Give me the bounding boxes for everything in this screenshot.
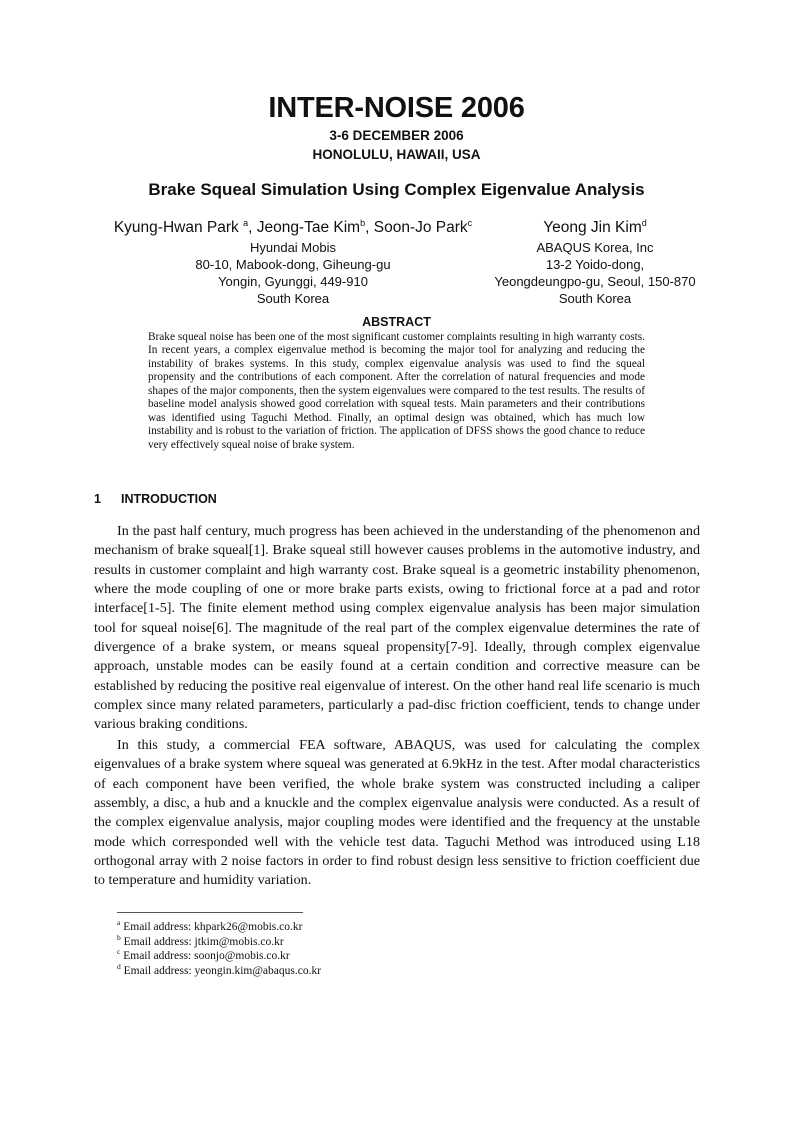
author-name: Kyung-Hwan Park [113,219,239,236]
affiliation-line: 13-2 Yoido-dong, [545,257,645,272]
footnote-mark: d [117,961,121,971]
footnote-mark: a [117,918,121,928]
conference-title: INTER-NOISE 2006 [268,92,525,124]
footnote [117,961,567,979]
author-affiliation-mark: d [641,217,647,228]
author-name: Jeong-Tae Kim [256,219,361,236]
affiliation-line: Hyundai Mobis [250,240,336,255]
affiliation-line: Yongin, Gyunggi, 449-910 [218,274,368,289]
author-affiliation-mark: c [467,217,473,228]
footnote-text: Email address: yeongin.kim@abaqus.co.kr [123,964,322,977]
author-names-right [467,217,720,238]
affiliation-line: Yeongdeungpo-gu, Seoul, 150-870 [494,274,696,289]
abstract-body: Brake squeal noise has been one of the most significant customer complaints resulting in high warranty costs. In recent years, a complex eigenvalue method is becoming the major tool for analyzing and reducing the instability of brakes systems. In this study, complex eigenvalue analysis was used to find the squeal propensity and the contributions of each component. After the correlation of natural frequencies and mode shapes of the major components, then the system eigenvalues were compared to the test results. The results of baseline model analysis showed good correlation with squeal tests. Main parameters and their contributions was identified using Taguchi Method. Finally, an optimal design was obtained, which has much low instability and is robust to the variation of friction. The application of DFSS shows the good chance to reduce very effectively squeal noise of brake system. [148,331,645,451]
footnotes [117,920,567,978]
conference-location: HONOLULU, HAWAII, USA [312,147,481,162]
body-paragraph: In the past half century, much progress has been achieved in the understanding of the phenomenon and mechanism of brake squeal[1]. Brake squeal still however causes problems in the automotive industry, and results in customer complaint and high warranty cost. Brake squeal is a geometric instability phenomenon, where the mode coupling of one or more brake parts exists, owing to frictional force at a pad and rotor interface[1-5]. The finite element method using complex eigenvalue analysis has been major simulation tool for squeal noise[6]. The magnitude of the real part of the complex eigenvalue determines the rate of divergence of a brake system, or means squeal propensity[7-9]. Ideally, through complex eigenvalue approach, unstable modes can be easily found at a certain condition and corrective measure can be established by reducing the positive real eigenvalue of interest. On the other hand real life scenario is much complex since many related parameters, particularly a pad-disc friction coefficient, tends to change under various braking conditions. [94,523,700,733]
footnote [117,920,567,935]
section-heading-introduction [94,492,217,506]
paper-title: Brake Squeal Simulation Using Complex Eigenvalue Analysis [148,180,645,199]
footnote-text: Email address: jtkim@mobis.co.kr [123,935,284,948]
author-name: Yeong Jin Kim [543,219,642,236]
affiliation-line: ABAQUS Korea, Inc [536,240,654,255]
affiliation-line: South Korea [558,291,632,306]
section-number: 1 [94,492,101,506]
footnote-divider [117,912,303,913]
conference-dates: 3-6 DECEMBER 2006 [329,128,464,143]
section-title: INTRODUCTION [121,492,217,506]
affiliation-line: 80-10, Mabook-dong, Giheung-gu [195,257,391,272]
footnote-text: Email address: soonjo@mobis.co.kr [123,950,290,963]
author-block-right [467,217,720,307]
footnote-text: Email address: khpark26@mobis.co.kr [123,921,303,933]
author-block-left [88,218,498,307]
abstract-heading: ABSTRACT [362,315,431,329]
footnote [117,932,567,950]
footnote-mark: c [117,947,121,957]
author-affiliation-mark: a [243,217,249,228]
author-names-left: Kyung-Hwan Park $^a$, Jeong-Tae Kim$^b$, Soon-Jo Park$^c$ [113,217,473,236]
author-name: Soon-Jo Park [373,219,468,236]
body-paragraph: In this study, a commercial FEA software, ABAQUS, was used for calculating the complex eigenvalues of a brake system where squeal was generated at 6.9kHz in the test. After modal characteristics of each component have been verified, the whole brake system was constructed including a caliper assembly, a disc, a hub and a knuckle and the complex eigenvalue analysis were conducted. As a result of the complex eigenvalue analysis, major coupling modes were identified and the frequency at the unstable mode which corresponded well with the vehicle test data. Taguchi Method was introduced using L18 orthogonal array with 2 noise factors in order to find robust design less sensitive to friction coefficient due to temperature and humidity variation. [94,737,700,889]
footnote [117,949,567,964]
affiliation-line: South Korea [256,291,330,306]
footnote-mark: b [117,932,121,942]
author-affiliation-mark: b [360,217,366,228]
